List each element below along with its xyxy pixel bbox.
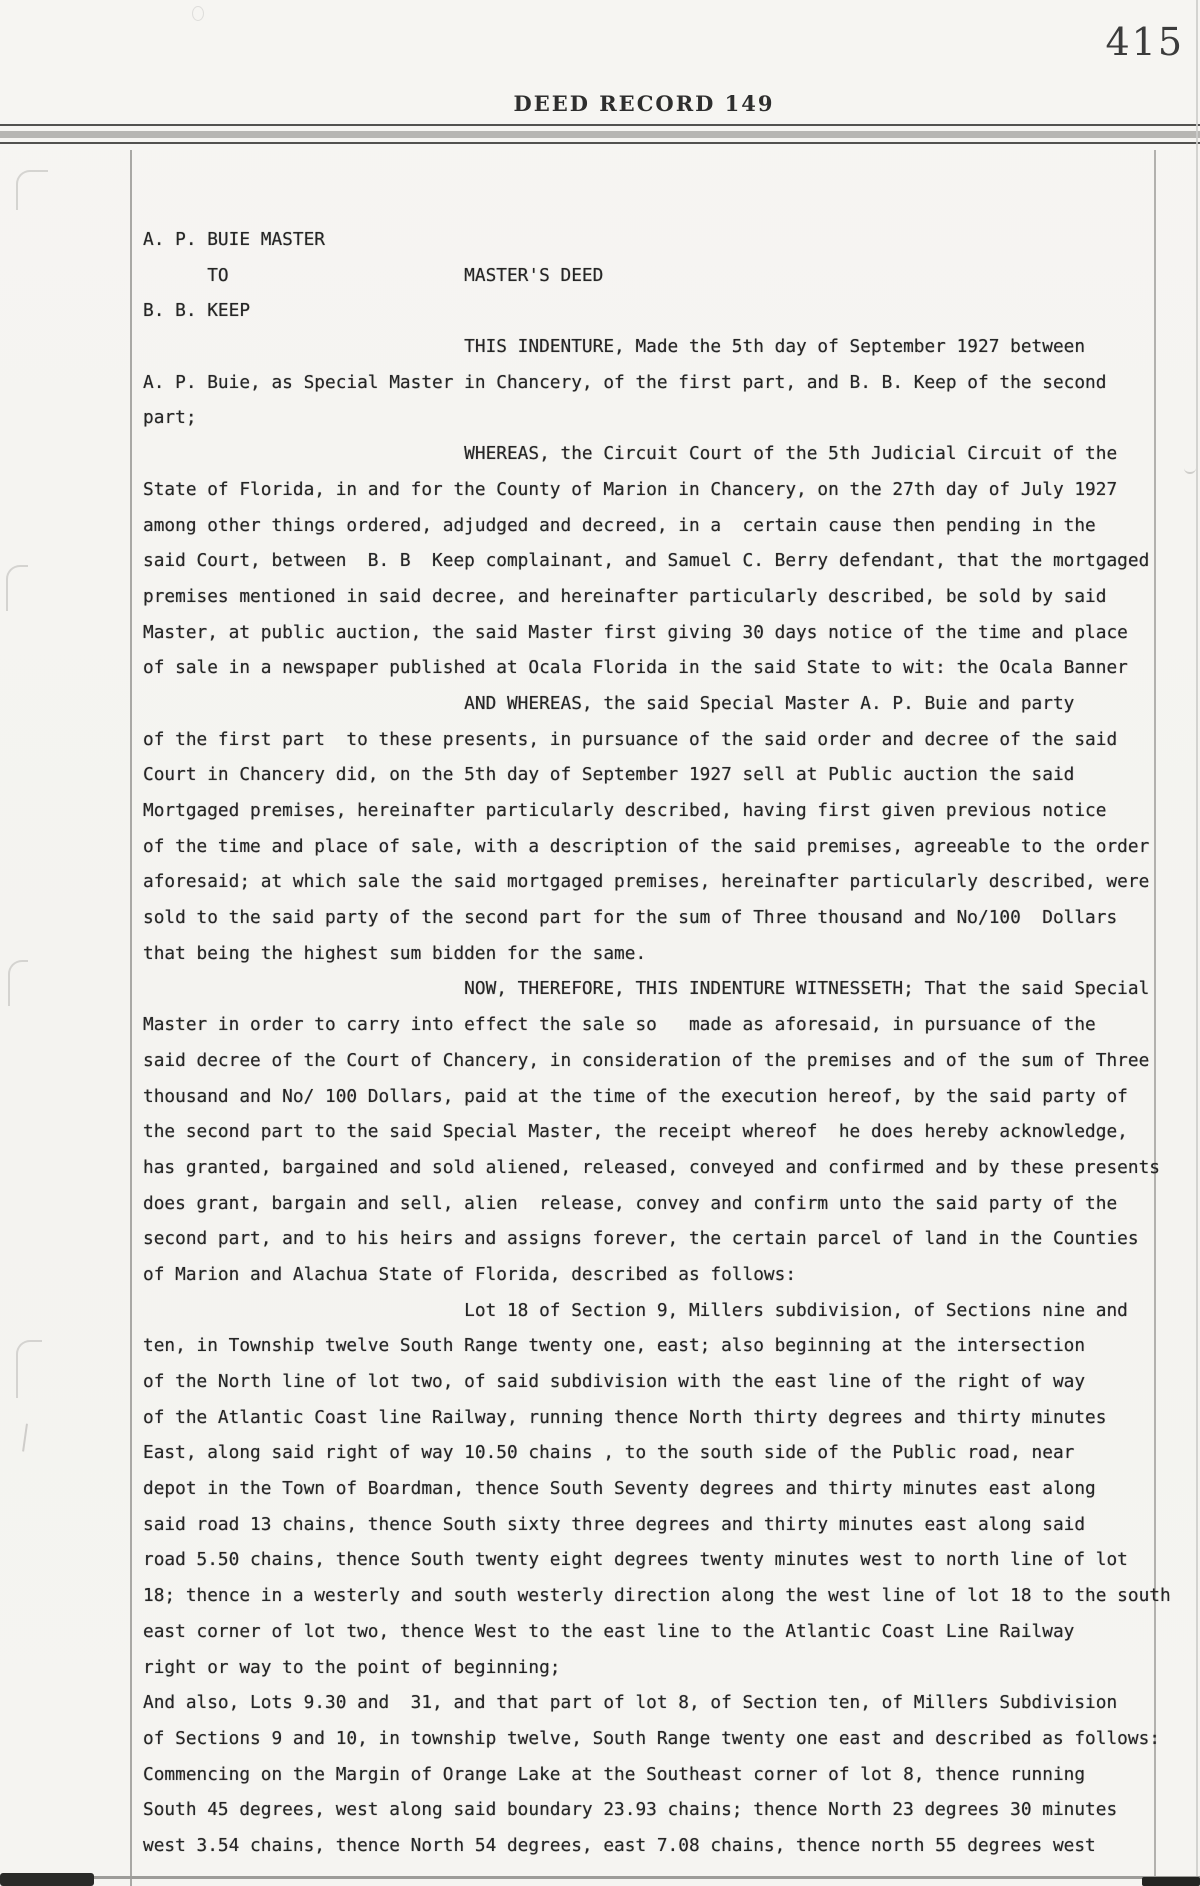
deed-line: sold to the said party of the second part for the sum of Three thousand and No/100 Dollars xyxy=(143,907,1118,929)
deed-line: said decree of the Court of Chancery, in consideration of the premises and of the sum of Three xyxy=(143,1049,1150,1071)
deed-line: 18; thence in a westerly and south westerly direction along the west line of lot 18 to the south xyxy=(143,1585,1171,1607)
deed-line: Commencing on the Margin of Orange Lake at the Southeast corner of lot 8, thence running xyxy=(143,1763,1086,1785)
scan-artifact xyxy=(22,1424,34,1453)
deed-line: of the time and place of sale, with a description of the said premises, agreeable to the order xyxy=(143,835,1150,857)
deed-line: NOW, THEREFORE, THIS INDENTURE WITNESSETH; That the said Special xyxy=(143,978,1150,1000)
scan-artifact xyxy=(1184,462,1196,474)
deed-line: of the Atlantic Coast line Railway, running thence North thirty degrees and thirty minutes xyxy=(143,1406,1107,1428)
deed-line: depot in the Town of Boardman, thence South Seventy degrees and thirty minutes east along xyxy=(143,1478,1096,1500)
deed-line: thousand and No/ 100 Dollars, paid at the time of the execution hereof, by the said party of xyxy=(143,1085,1128,1107)
scan-edge-line xyxy=(1196,0,1198,1886)
scan-artifact xyxy=(6,565,28,611)
deed-line: premises mentioned in said decree, and hereinafter particularly described, be sold by said xyxy=(143,585,1107,607)
scan-artifact xyxy=(192,6,204,21)
deed-line: And also, Lots 9.30 and 31, and that part of lot 8, of Section ten, of Millers Subdivision xyxy=(143,1692,1118,1714)
deed-line: aforesaid; at which sale the said mortgaged premises, hereinafter particularly described, were xyxy=(143,871,1150,893)
deed-line: ten, in Township twelve South Range twenty one, east; also beginning at the intersection xyxy=(143,1335,1086,1357)
scan-artifact-bottom-right xyxy=(1142,1877,1200,1886)
deed-line: Mortgaged premises, hereinafter particularly described, having first given previous notice xyxy=(143,800,1107,821)
page-number: 415 xyxy=(1105,20,1184,64)
page-header-title: DEED RECORD 149 xyxy=(513,91,775,116)
deed-line: road 5.50 chains, thence South twenty eight degrees twenty minutes west to north line of lot xyxy=(143,1549,1128,1571)
deed-line: part; xyxy=(143,407,197,429)
header-rule xyxy=(0,124,1200,144)
bottom-rule xyxy=(92,1876,1200,1879)
deed-line: that being the highest sum bidden for the same. xyxy=(143,942,647,964)
deed-line: east corner of lot two, thence West to the east line to the Atlantic Coast Line Railway xyxy=(143,1620,1075,1642)
deed-line: does grant, bargain and sell, alien release, convey and confirm unto the said party of the xyxy=(143,1192,1118,1214)
left-margin-rule xyxy=(130,150,132,1886)
deed-line: has granted, bargained and sold aliened, released, conveyed and confirmed and by these presents xyxy=(143,1156,1160,1178)
deed-line: right or way to the point of beginning; xyxy=(143,1656,561,1678)
deed-line: second part, and to his heirs and assigns forever, the certain parcel of land in the Counties xyxy=(143,1228,1139,1250)
deed-line: among other things ordered, adjudged and decreed, in a certain cause then pending in the xyxy=(143,514,1096,536)
deed-line: said road 13 chains, thence South sixty three degrees and thirty minutes east along said xyxy=(143,1513,1086,1535)
deed-line: of the first part to these presents, in pursuance of the said order and decree of the said xyxy=(143,728,1118,750)
scan-artifact xyxy=(16,170,48,210)
header-rule-band xyxy=(0,131,1200,138)
deed-line: B. B. KEEP xyxy=(143,300,251,322)
header-rule-bottom-line xyxy=(0,142,1200,144)
deed-line: AND WHEREAS, the said Special Master A. P. Buie and party xyxy=(143,692,1075,714)
scan-artifact-bottom-left xyxy=(0,1873,94,1886)
scan-artifact xyxy=(8,960,28,1006)
deed-line: west 3.54 chains, thence North 54 degrees, east 7.08 chains, thence north 55 degrees west xyxy=(143,1834,1096,1856)
deed-line: South 45 degrees, west along said boundary 23.93 chains; thence North 23 degrees 30 minutes xyxy=(143,1799,1118,1821)
deed-line: of sale in a newspaper published at Ocala Florida in the said State to wit: the Ocala Banner xyxy=(143,657,1128,679)
deed-line: TO MASTER'S DEED xyxy=(143,264,604,286)
deed-line: Master in order to carry into effect the sale so made as aforesaid, in pursuance of the xyxy=(143,1014,1096,1036)
deed-line: WHEREAS, the Circuit Court of the 5th Judicial Circuit of the xyxy=(143,443,1118,465)
deed-line: of Marion and Alachua State of Florida, described as follows: xyxy=(143,1263,797,1285)
deed-line: Lot 18 of Section 9, Millers subdivision, of Sections nine and xyxy=(143,1299,1128,1321)
deed-line: A. P. BUIE MASTER xyxy=(143,229,325,250)
deed-line: East, along said right of way 10.50 chains , to the south side of the Public road, near xyxy=(143,1442,1075,1464)
deed-line: A. P. Buie, as Special Master in Chancery, of the first part, and B. B. Keep of the second xyxy=(143,371,1107,393)
scan-artifact xyxy=(16,1340,42,1398)
deed-line: Master, at public auction, the said Master first giving 30 days notice of the time and place xyxy=(143,621,1128,643)
header-rule-top-line xyxy=(0,124,1200,126)
deed-line: said Court, between B. B Keep complainant, and Samuel C. Berry defendant, that the mortgaged xyxy=(143,550,1150,572)
deed-line: State of Florida, in and for the County of Marion in Chancery, on the 27th day of July 1927 xyxy=(143,478,1118,500)
deed-line: of the North line of lot two, of said subdivision with the east line of the right of way xyxy=(143,1371,1086,1392)
deed-line: THIS INDENTURE, Made the 5th day of September 1927 between xyxy=(143,336,1086,358)
deed-line: Court in Chancery did, on the 5th day of September 1927 sell at Public auction the said xyxy=(143,764,1075,786)
deed-line: the second part to the said Special Master, the receipt whereof he does hereby acknowledge, xyxy=(143,1121,1128,1143)
deed-line: of Sections 9 and 10, in township twelve, South Range twenty one east and described as follows: xyxy=(143,1727,1160,1749)
deed-body xyxy=(143,222,1171,1864)
